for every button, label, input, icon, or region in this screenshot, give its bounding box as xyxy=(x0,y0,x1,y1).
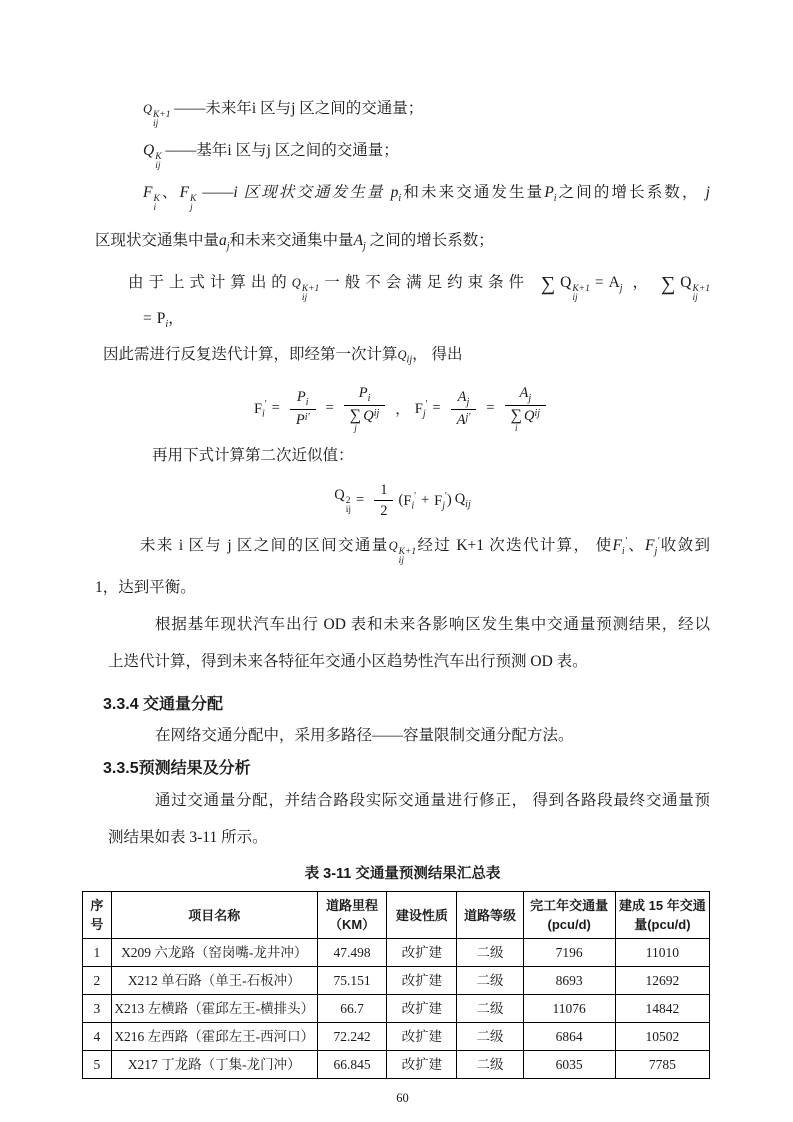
body-text: 由于上式计算出的 xyxy=(128,274,292,292)
formula-growth-factors xyxy=(95,380,710,438)
fraction-Pi-over-sumQ: $P_i$ ∑ j Q ij xyxy=(344,385,385,433)
equals-sign: = xyxy=(271,400,280,417)
comma: ， xyxy=(395,402,410,419)
equals-sign: = xyxy=(143,310,152,328)
col-header-completion-year-traffic: 完工年交通量 (pcu/d) xyxy=(523,892,615,939)
page-number: 60 xyxy=(396,1091,409,1106)
body-text: 通过交通量分配，并结合路段实际交通量进行修正， 得到各路段最终交通量预 xyxy=(155,792,710,810)
cell-seq: 3 xyxy=(83,995,112,1023)
cell-construction-type: 改扩建 xyxy=(387,939,457,967)
paragraph-forecast-result-line1 xyxy=(95,782,710,819)
cell-seq: 5 xyxy=(83,1051,112,1079)
body-text: 因此需进行反复迭代计算，即经第一次计算 xyxy=(103,346,398,364)
cell-project-name: X209 六龙路（窑岗嘴-龙井冲） xyxy=(111,939,317,967)
table-row xyxy=(83,1051,710,1079)
body-text: 测结果如表 3-11 所示。 xyxy=(108,829,268,847)
col-header-mileage: 道路里程（KM） xyxy=(317,892,387,939)
cell-road-class: 二级 xyxy=(457,995,523,1023)
cell-seq: 1 xyxy=(83,939,112,967)
math-term-pi: $p_i$ xyxy=(390,184,402,205)
cell-seq: 2 xyxy=(83,967,112,995)
definition-text: 之间的增长系数， xyxy=(556,184,706,201)
comma: ， xyxy=(168,310,184,328)
section-number: 3.3.5 xyxy=(103,760,139,778)
math-term-Aj: $A_j$ xyxy=(608,274,623,295)
equals-sign: = xyxy=(486,400,495,417)
paragraph-assignment-method xyxy=(95,718,710,754)
math-term-Q-K1-ij: Q K+1 ij xyxy=(680,274,710,304)
definition-future-od xyxy=(95,88,710,130)
definition-dash: —— xyxy=(202,184,234,201)
cell-construction-type: 改扩建 xyxy=(387,1023,457,1051)
traffic-forecast-table xyxy=(82,891,710,1079)
cell-road-class: 二级 xyxy=(457,1051,523,1079)
paragraph-convergence-line2 xyxy=(95,570,710,606)
section-heading-335 xyxy=(95,756,710,782)
body-text: 一般不会满足约束条件 xyxy=(319,274,538,292)
table-row xyxy=(83,967,710,995)
math-term-Fj-K: F K j xyxy=(179,184,197,213)
math-term-Pi: $P_i$ xyxy=(156,310,169,331)
cell-completion-year-traffic: 6035 xyxy=(523,1051,615,1079)
math-term-aj: $a_j$ xyxy=(219,232,230,253)
math-term-Fj-prime: $F_j'$ xyxy=(645,535,660,558)
paragraph-od-result-line1 xyxy=(95,606,710,643)
cell-year15-traffic: 14842 xyxy=(615,995,709,1023)
table-caption-text: 表 3-11 交通量预测结果汇总表 xyxy=(304,866,501,883)
cell-mileage: 72.242 xyxy=(317,1023,387,1051)
math-term-Q-K1-ij: Q K+1 ij xyxy=(560,274,590,304)
paragraph-iteration-intro xyxy=(95,340,710,376)
cell-completion-year-traffic: 7196 xyxy=(523,939,615,967)
cell-mileage: 66.7 xyxy=(317,995,387,1023)
cell-completion-year-traffic: 8693 xyxy=(523,967,615,995)
cell-year15-traffic: 7785 xyxy=(615,1051,709,1079)
section-heading-334 xyxy=(95,692,710,718)
cell-project-name: X216 左西路（霍邱左王-西河口） xyxy=(111,1023,317,1051)
cell-year15-traffic: 10502 xyxy=(615,1023,709,1051)
col-header-road-class: 道路等级 xyxy=(457,892,523,939)
definition-text: i 区现状交通发生量 xyxy=(233,184,391,201)
math-term-Q-K1: Q K+1 ij xyxy=(388,539,417,567)
fraction-Aj-over-sumQ: $A_j$ ∑ i Q ij xyxy=(505,385,546,433)
body-text: 收敛到 xyxy=(659,537,710,555)
definition-text: 区现状交通集中量 xyxy=(95,232,220,250)
math-term-Q-K-ij: Q K ij xyxy=(143,142,162,171)
term-Fj-prime: $F_j'$ xyxy=(434,490,447,512)
cell-mileage: 75.151 xyxy=(317,967,387,995)
section-title: 预测结果及分析 xyxy=(138,760,251,778)
cell-mileage: 66.845 xyxy=(317,1051,387,1079)
term-Q2-ij: Q 2 ij xyxy=(334,486,352,515)
section-number: 3.3.4 xyxy=(103,696,144,714)
cell-project-name: X217 丁龙路（丁集-龙门冲） xyxy=(111,1051,317,1079)
math-term-Pi: $P_i$ xyxy=(544,184,557,205)
table-row xyxy=(83,995,710,1023)
definition-growth-factors-line1 xyxy=(95,172,710,220)
cell-project-name: X213 左横路（霍邱左王-横排头） xyxy=(111,995,317,1023)
definition-text: 和未来交通发生量 xyxy=(401,184,545,201)
sum-symbol: ∑ xyxy=(661,273,676,296)
equals-sign: = xyxy=(325,400,334,417)
math-term-Q-K1-ij: Q K+1 ij xyxy=(143,102,171,129)
plus-sign: + xyxy=(420,492,430,509)
paragraph-second-approximation-intro xyxy=(95,438,710,474)
cell-road-class: 二级 xyxy=(457,939,523,967)
equals-sign: = xyxy=(594,274,604,292)
cell-project-name: X212 单石路（单王-石板冲） xyxy=(111,967,317,995)
cell-seq: 4 xyxy=(83,1023,112,1051)
definition-text: ——未来年i 区与j 区之间的交通量； xyxy=(174,100,424,117)
definition-text: 和未来交通集中量 xyxy=(229,232,354,250)
paragraph-od-result-line2 xyxy=(95,643,710,680)
math-term-Fi-K: F K i xyxy=(143,184,160,213)
cell-completion-year-traffic: 11076 xyxy=(523,995,615,1023)
definition-growth-factors-line2 xyxy=(95,220,710,268)
body-text: 根据基年现状汽车出行 OD 表和未来各影响区发生集中交通量预测结果，经以 xyxy=(155,616,710,634)
col-header-construction-type: 建设性质 xyxy=(387,892,457,939)
term-Fi-prime: $F_i'$ xyxy=(403,490,416,512)
section-title: 交通量分配 xyxy=(143,696,224,714)
paragraph-forecast-result-line2 xyxy=(95,819,710,856)
math-term-Qij: $Q_{ij}$ xyxy=(397,348,413,366)
cell-construction-type: 改扩建 xyxy=(387,967,457,995)
cell-construction-type: 改扩建 xyxy=(387,1051,457,1079)
term-Fj-prime: $F_j'$ xyxy=(414,398,428,420)
math-term-Fi-prime: $F_i'$ xyxy=(612,535,627,558)
body-text: 1，达到平衡。 xyxy=(95,579,196,597)
body-text: 上迭代计算，得到未来各特征年交通小区趋势性汽车出行预测 OD 表。 xyxy=(108,653,588,671)
fraction-Aj-over-Aj-prime: $A_j$ A j ' xyxy=(451,389,477,429)
body-text: 在网络交通分配中，采用多路径——容量限制交通分配方法。 xyxy=(155,727,574,745)
col-header-seq: 序号 xyxy=(83,892,112,939)
equals-sign: = xyxy=(356,492,365,509)
paragraph-constraint-line2 xyxy=(95,304,710,340)
table-row xyxy=(83,1023,710,1051)
term-Qij: $Q_{ij}$ xyxy=(454,491,471,511)
equals-sign: = xyxy=(432,400,441,417)
cell-completion-year-traffic: 6864 xyxy=(523,1023,615,1051)
body-text: 再用下式计算第二次近似值： xyxy=(152,446,354,464)
body-text: 未来 i 区与 j 区之间的区间交通量 xyxy=(140,537,389,555)
pause-mark: 、 xyxy=(626,537,646,555)
definition-text: 之间的增长系数； xyxy=(365,232,494,250)
table-row xyxy=(83,939,710,967)
formula-second-approximation xyxy=(95,478,710,524)
cell-year15-traffic: 12692 xyxy=(615,967,709,995)
sum-symbol: ∑ xyxy=(540,273,556,296)
paragraph-constraint-line1 xyxy=(95,268,710,304)
col-header-project-name: 项目名称 xyxy=(111,892,317,939)
math-term-Aj: $A_j$ xyxy=(353,232,366,253)
body-text: ， 得出 xyxy=(412,346,463,364)
right-paren: ) xyxy=(446,492,452,509)
term-Fi-prime: $F_i'$ xyxy=(253,398,267,420)
left-paren: ( xyxy=(398,492,404,509)
cell-road-class: 二级 xyxy=(457,967,523,995)
fraction-Pi-over-Pi-prime: $P_i$ P i ' xyxy=(290,389,316,429)
definition-base-od xyxy=(95,130,710,172)
cell-construction-type: 改扩建 xyxy=(387,995,457,1023)
definition-text: ——基年i 区与j 区之间的交通量； xyxy=(165,142,399,159)
pause-mark: 、 xyxy=(159,184,180,201)
cell-year15-traffic: 11010 xyxy=(615,939,709,967)
cell-mileage: 47.498 xyxy=(317,939,387,967)
math-term-j: j xyxy=(705,184,710,201)
table-header-row xyxy=(83,892,710,939)
comma: ， xyxy=(627,274,654,292)
math-term-Q-K1-ij: Q K+1 ij xyxy=(291,276,320,304)
body-text: 经过 K+1 次迭代计算， 使 xyxy=(416,537,613,555)
paragraph-convergence-line1 xyxy=(95,524,710,570)
table-caption xyxy=(95,860,710,888)
col-header-year15-traffic: 建成 15 年交通量(pcu/d) xyxy=(615,892,709,939)
fraction-one-half: $\frac{1}{2}$ xyxy=(374,482,393,519)
cell-road-class: 二级 xyxy=(457,1023,523,1051)
